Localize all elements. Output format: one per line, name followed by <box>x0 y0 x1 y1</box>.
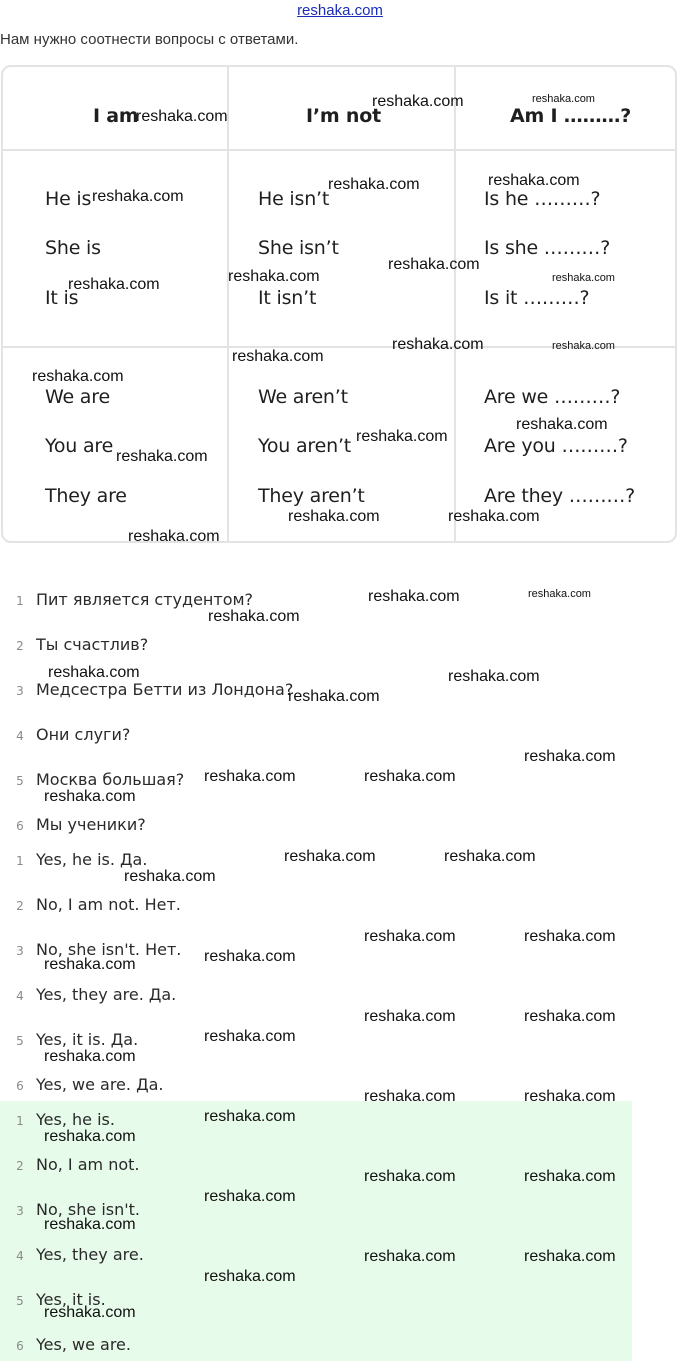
table-cell: She isn’t <box>258 237 339 259</box>
watermark: reshaka.com <box>232 348 324 365</box>
watermark: reshaka.com <box>364 1168 456 1185</box>
table-cell: They aren’t <box>258 485 365 507</box>
item-number: 3 <box>16 944 24 958</box>
table-cell: It isn’t <box>258 287 317 309</box>
item-number: 2 <box>16 1159 24 1173</box>
table-cell: Is it ………? <box>484 287 590 309</box>
watermark: reshaka.com <box>204 948 296 965</box>
question-text: Мы ученики? <box>36 815 146 834</box>
watermark: reshaka.com <box>524 1008 616 1025</box>
question-text: Пит является студентом? <box>36 590 254 609</box>
watermark: reshaka.com <box>44 1048 136 1065</box>
item-number: 6 <box>16 819 24 833</box>
watermark: reshaka.com <box>136 108 228 125</box>
table-header-negative: I’m not <box>306 105 381 127</box>
question-text: Они слуги? <box>36 725 131 744</box>
watermark: reshaka.com <box>204 1028 296 1045</box>
item-number: 4 <box>16 989 24 1003</box>
watermark: reshaka.com <box>364 928 456 945</box>
item-number: 4 <box>16 1249 24 1263</box>
watermark: reshaka.com <box>448 508 540 525</box>
table-divider <box>454 67 456 541</box>
watermark: reshaka.com <box>116 448 208 465</box>
watermark: reshaka.com <box>552 340 615 352</box>
watermark: reshaka.com <box>68 276 160 293</box>
grammar-table <box>1 65 677 543</box>
watermark: reshaka.com <box>488 172 580 189</box>
table-divider <box>3 149 675 151</box>
watermark: reshaka.com <box>524 1248 616 1265</box>
answer-text: Yes, we are. Да. <box>36 1075 164 1094</box>
question-text: Ты счастлив? <box>36 635 149 654</box>
watermark: reshaka.com <box>524 1168 616 1185</box>
watermark: reshaka.com <box>204 1108 296 1125</box>
watermark: reshaka.com <box>368 588 460 605</box>
answer-text: Yes, he is. <box>36 1110 115 1129</box>
watermark: reshaka.com <box>32 368 124 385</box>
table-header-positive: I am <box>93 105 139 127</box>
watermark: reshaka.com <box>448 668 540 685</box>
table-cell: Are they ………? <box>484 485 636 507</box>
answer-text: Yes, we are. <box>36 1335 131 1354</box>
item-number: 4 <box>16 729 24 743</box>
watermark: reshaka.com <box>552 272 615 284</box>
site-header-link[interactable]: reshaka.com <box>297 2 383 19</box>
item-number: 2 <box>16 639 24 653</box>
watermark: reshaka.com <box>392 336 484 353</box>
answer-text: Yes, it is. Да. <box>36 1030 139 1049</box>
item-number: 5 <box>16 1294 24 1308</box>
answer-text: Yes, they are. Да. <box>36 985 177 1004</box>
watermark: reshaka.com <box>364 768 456 785</box>
table-cell: We aren’t <box>258 386 348 408</box>
watermark: reshaka.com <box>364 1088 456 1105</box>
watermark: reshaka.com <box>524 1088 616 1105</box>
item-number: 6 <box>16 1339 24 1353</box>
item-number: 1 <box>16 854 24 868</box>
question-text: Москва большая? <box>36 770 185 789</box>
item-number: 2 <box>16 899 24 913</box>
watermark: reshaka.com <box>228 268 320 285</box>
table-cell: He isn’t <box>258 188 330 210</box>
answer-text: No, I am not. <box>36 1155 140 1174</box>
watermark: reshaka.com <box>524 748 616 765</box>
watermark: reshaka.com <box>372 93 464 110</box>
watermark: reshaka.com <box>444 848 536 865</box>
watermark: reshaka.com <box>356 428 448 445</box>
watermark: reshaka.com <box>92 188 184 205</box>
watermark: reshaka.com <box>204 768 296 785</box>
answer-text: Yes, they are. <box>36 1245 144 1264</box>
watermark: reshaka.com <box>204 1268 296 1285</box>
watermark: reshaka.com <box>44 1128 136 1145</box>
watermark: reshaka.com <box>364 1248 456 1265</box>
watermark: reshaka.com <box>524 928 616 945</box>
question-text: Медсестра Бетти из Лондона? <box>36 680 294 699</box>
watermark: reshaka.com <box>288 688 380 705</box>
watermark: reshaka.com <box>44 1304 136 1321</box>
item-number: 6 <box>16 1079 24 1093</box>
task-intro: Нам нужно соотнести вопросы с ответами. <box>0 31 299 48</box>
watermark: reshaka.com <box>532 93 595 105</box>
item-number: 3 <box>16 1204 24 1218</box>
answer-text: Yes, it is. <box>36 1290 106 1309</box>
answer-text: No, I am not. Нет. <box>36 895 181 914</box>
answer-text: No, she isn't. <box>36 1200 141 1219</box>
watermark: reshaka.com <box>128 528 220 545</box>
watermark: reshaka.com <box>288 508 380 525</box>
table-cell: Are you ………? <box>484 435 628 457</box>
watermark: reshaka.com <box>48 664 140 681</box>
table-cell: It is <box>45 287 79 309</box>
watermark: reshaka.com <box>124 868 216 885</box>
watermark: reshaka.com <box>208 608 300 625</box>
watermark: reshaka.com <box>516 416 608 433</box>
table-divider <box>227 67 229 541</box>
table-cell: They are <box>45 485 127 507</box>
table-cell: Are we ………? <box>484 386 621 408</box>
watermark: reshaka.com <box>44 788 136 805</box>
watermark: reshaka.com <box>328 176 420 193</box>
answer-text: Yes, he is. Да. <box>36 850 148 869</box>
table-cell: Is he ………? <box>484 188 601 210</box>
table-cell: He is <box>45 188 92 210</box>
item-number: 3 <box>16 684 24 698</box>
watermark: reshaka.com <box>44 956 136 973</box>
table-header-question: Am I ………? <box>510 105 632 127</box>
table-cell: You are <box>45 435 114 457</box>
watermark: reshaka.com <box>44 1216 136 1233</box>
item-number: 5 <box>16 1034 24 1048</box>
table-cell: You aren’t <box>258 435 352 457</box>
table-cell: Is she ………? <box>484 237 611 259</box>
table-cell: She is <box>45 237 101 259</box>
watermark: reshaka.com <box>388 256 480 273</box>
item-number: 5 <box>16 774 24 788</box>
watermark: reshaka.com <box>528 588 591 600</box>
item-number: 1 <box>16 1114 24 1128</box>
watermark: reshaka.com <box>204 1188 296 1205</box>
watermark: reshaka.com <box>284 848 376 865</box>
table-cell: We are <box>45 386 110 408</box>
answer-text: No, she isn't. Нет. <box>36 940 182 959</box>
item-number: 1 <box>16 594 24 608</box>
watermark: reshaka.com <box>364 1008 456 1025</box>
